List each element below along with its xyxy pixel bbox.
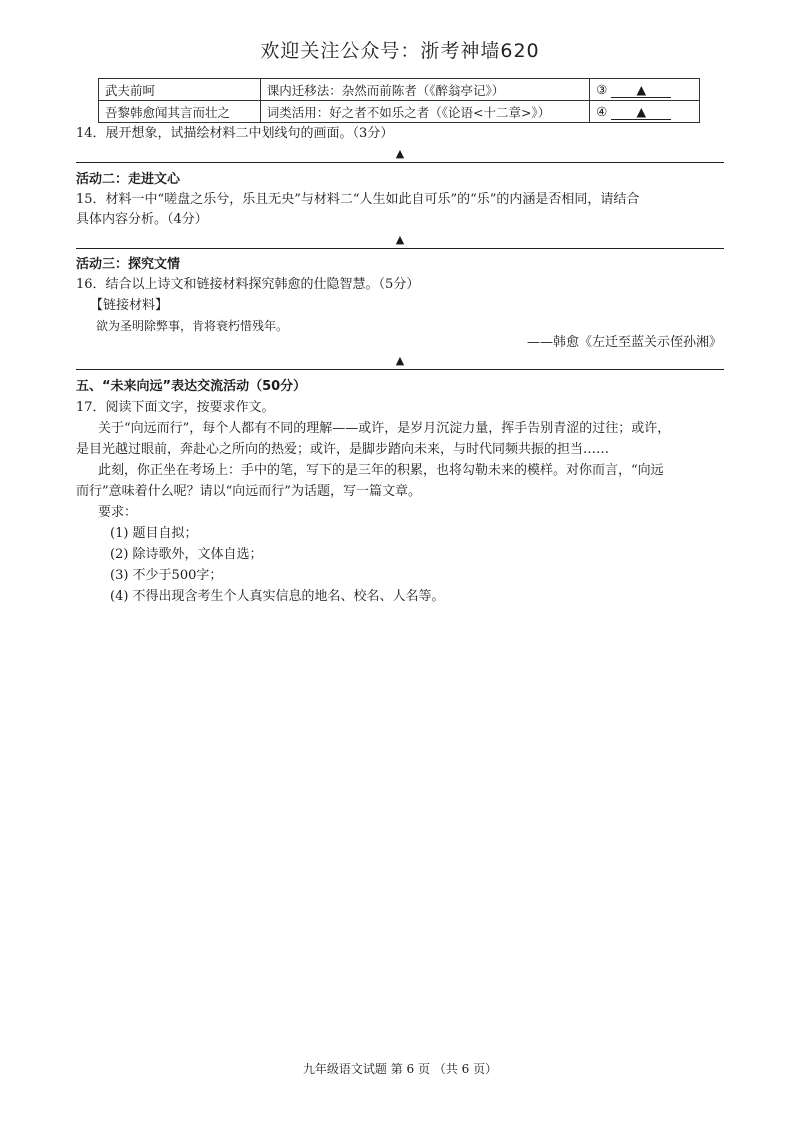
requirement-item: (4) 不得出现含考生个人真实信息的地名、校名、人名等。 <box>110 589 445 604</box>
link-source: ——韩愈《左迁至蓝关示侄孙湘》 <box>526 335 722 350</box>
question-15-line2: 具体内容分析。（4分） <box>76 212 208 227</box>
requirement-item: (2) 除诗歌外，文体自选； <box>110 547 263 562</box>
answer-line-15: ▲ <box>76 234 724 249</box>
prompt-para2-line2: 而行”意味着什么呢？请以“向远而行”为话题，写一篇文章。 <box>76 484 421 499</box>
activity-2-title: 活动二：走进文心 <box>76 172 181 187</box>
section-5-title: 五、“未来向远”表达交流活动（50分） <box>76 379 307 394</box>
requirement-item: (3) 不少于500字； <box>110 568 223 583</box>
activity-3-title: 活动三：探究文情 <box>76 257 181 272</box>
answer-blank: ▲ <box>611 105 671 120</box>
requirements-title: 要求： <box>98 505 138 520</box>
blank-number: ④ <box>596 103 608 119</box>
table-row <box>99 101 700 123</box>
page-footer: 九年级语文试题 第 6 页 （共 6 页） <box>302 1062 498 1076</box>
table-cell: 吾黎韩愈闻其言而壮之 <box>99 101 261 123</box>
link-poem: 欲为圣明除弊事，肯将衰朽惜残年。 <box>96 319 289 333</box>
prompt-para2-line1: 此刻，你正坐在考场上：手中的笔，写下的是三年的积累，也将勾勒未来的模样。对你而言，“向远 <box>98 463 664 478</box>
answer-line-14: ▲ <box>76 148 724 163</box>
page-header: 欢迎关注公众号：浙考神墙620 <box>260 40 540 62</box>
table-cell: 武夫前呵 <box>99 79 261 101</box>
blank-number: ③ <box>596 81 608 97</box>
question-14: 14．展开想象，试描绘材料二中划线句的画面。（3分） <box>76 126 394 141</box>
question-15-line1: 15．材料一中“嗟盘之乐兮，乐且无央”与材料二“人生如此自可乐”的“乐”的内涵是否相同，请结合 <box>76 192 640 207</box>
prompt-para1-line2: 是目光越过眼前，奔赴心之所向的热爱；或许，是脚步踏向未来，与时代同频共振的担当…… <box>76 442 610 457</box>
table-cell: 课内迁移法：杂然而前陈者（《醉翁亭记》） <box>260 79 589 101</box>
question-17: 17．阅读下面文字，按要求作文。 <box>76 400 275 415</box>
table-row <box>99 79 700 101</box>
answer-cell <box>590 101 700 123</box>
answer-cell <box>590 79 700 101</box>
question-16: 16．结合以上诗文和链接材料探究韩愈的仕隐智慧。（5分） <box>76 277 420 292</box>
table-cell: 词类活用：好之者不如乐之者（《论语<十二章>》） <box>260 101 589 123</box>
answer-line-16: ▲ <box>76 355 724 370</box>
material-table <box>98 78 700 123</box>
link-label: 【链接材料】 <box>90 298 169 313</box>
requirement-item: (1) 题目自拟； <box>110 526 198 541</box>
prompt-para1-line1: 关于“向远而行”，每个人都有不同的理解——或许，是岁月沉淀力量，挥手告别青涩的过往；或许， <box>98 421 671 436</box>
answer-blank: ▲ <box>611 83 671 98</box>
